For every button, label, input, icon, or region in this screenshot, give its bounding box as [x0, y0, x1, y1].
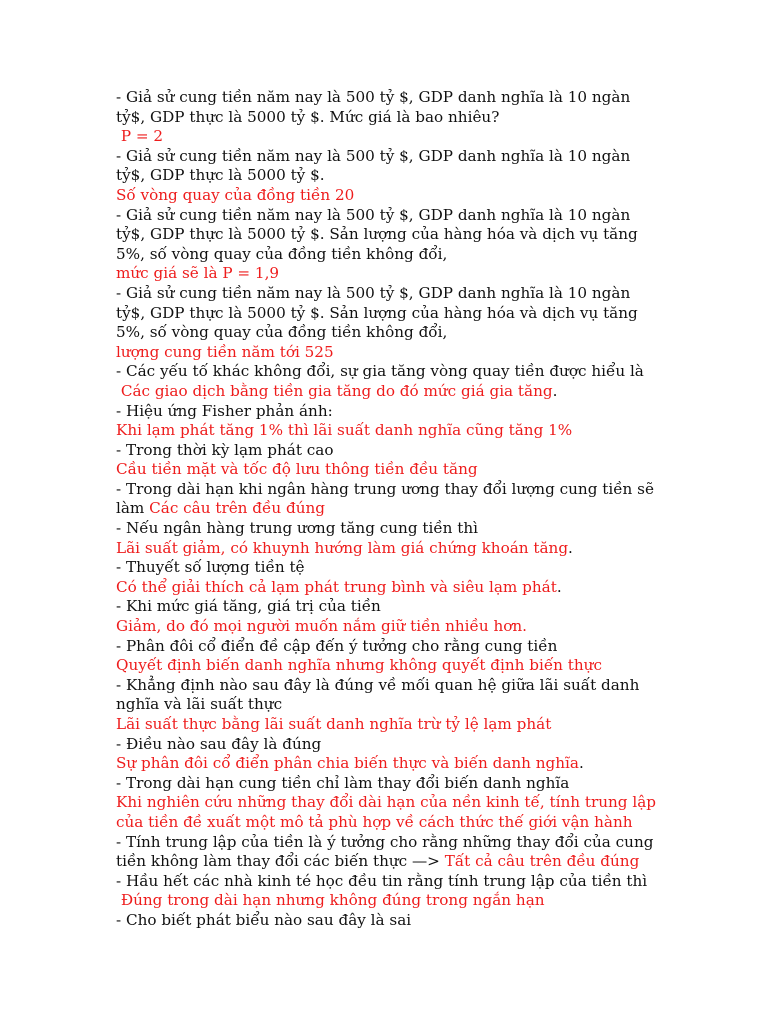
answer-text: Khi lạm phát tăng 1% thì lãi suất danh nghĩa cũng tăng 1%: [116, 421, 573, 440]
answer-text: Cầu tiền mặt và tốc độ lưu thông tiền đều tăng: [116, 460, 478, 479]
question-text: - Cho biết phát biểu nào sau đây là sai: [116, 910, 412, 929]
answer-line: [116, 382, 656, 402]
answer-text: Lãi suất giảm, có khuynh hướng làm giá chứng khoán tăng: [116, 538, 569, 557]
answer-text: Các giao dịch bằng tiền gia tăng do đó mức giá gia tăng: [116, 381, 553, 400]
answer-text: Sự phân đôi cổ điển phân chia biến thực và biến danh nghĩa: [116, 754, 579, 773]
question-text: - Khẳng định nào sau đây là đúng về mối quan hệ giữa lãi suất danh nghĩa và lãi suất thực: [116, 675, 640, 714]
question-text: - Các yếu tố khác không đổi, sự gia tăng vòng quay tiền được hiểu là: [116, 362, 644, 381]
qa-item-17: [116, 872, 656, 911]
question-line: [116, 833, 656, 872]
answer-text: mức giá sẽ là P = 1,9: [116, 264, 280, 283]
question-text: - Khi mức giá tăng, giá trị của tiền: [116, 597, 381, 616]
question-text: - Giả sử cung tiền năm nay là 500 tỷ $, GDP danh nghĩa là 10 ngàn tỷ$, GDP thực là 5000 tỷ $. Sản lượng của hàng hóa và dịch vụ tăng 5%, số vòng quay của đồng tiền không đổi,: [116, 205, 638, 263]
answer-period: .: [552, 381, 558, 400]
question-text: - Trong dài hạn cung tiền chỉ làm thay đổi biến danh nghĩa: [116, 773, 570, 792]
question-text: - Thuyết số lượng tiền tệ: [116, 558, 305, 577]
question-text: - Hầu hết các nhà kinh té học đều tin rằng tính trung lập của tiền thì: [116, 871, 648, 890]
answer-line: [116, 754, 656, 774]
question-text: - Trong thời kỳ lạm phát cao: [116, 440, 334, 459]
answer-text: P = 2: [116, 127, 164, 146]
qa-item-3: [116, 206, 656, 284]
qa-item-12: [116, 637, 656, 676]
answer-text: Quyết định biến danh nghĩa nhưng không quyết định biến thực: [116, 656, 602, 675]
answer-text: Tất cả câu trên đều đúng: [444, 852, 640, 871]
qa-item-9: [116, 519, 656, 558]
answer-period: .: [578, 754, 584, 773]
answer-text: Lãi suất thực bằng lãi suất danh nghĩa trừ tỷ lệ lạm phát: [116, 715, 552, 733]
question-text: - Giả sử cung tiền năm nay là 500 tỷ $, GDP danh nghĩa là 10 ngàn tỷ$, GDP thực là 5000 tỷ $. Sản lượng của hàng hóa và dịch vụ tăng 5%, số vòng quay của đồng tiền không đổi,: [116, 283, 638, 342]
question-text: - Phân đôi cổ điển đề cập đến ý tưởng cho rằng cung tiền: [116, 636, 558, 655]
question-text: - Điều nào sau đây là đúng: [116, 734, 322, 753]
answer-text: Có thể giải thích cả lạm phát trung bình và siêu lạm phát: [116, 577, 557, 596]
question-text: - Tính trung lập của tiền là ý tưởng cho rằng những thay đổi của cung tiền không làm thay đổi các biến thực —>: [116, 832, 654, 871]
answer-text: Giảm, do đó mọi người muốn nắm giữ tiền nhiều hơn.: [116, 617, 527, 636]
qa-item-15: [116, 774, 656, 833]
qa-item-8: [116, 480, 656, 519]
qa-item-14: [116, 735, 656, 774]
qa-item-18: [116, 911, 656, 931]
qa-item-6: [116, 402, 656, 441]
question-text: - Nếu ngân hàng trung ương tăng cung tiền thì: [116, 519, 479, 538]
question-text: - Hiệu ứng Fisher phản ánh:: [116, 401, 333, 420]
qa-item-4: [116, 284, 656, 362]
qa-item-16: [116, 833, 656, 872]
qa-item-7: [116, 441, 656, 480]
question-text: - Trong dài hạn khi ngân hàng trung ương thay đổi lượng cung tiền sẽ làm: [116, 479, 654, 518]
answer-line: [116, 539, 656, 559]
answer-text: Các câu trên đều đúng: [149, 499, 325, 518]
answer-period: .: [556, 577, 562, 596]
qa-item-2: [116, 147, 656, 206]
question-line: [116, 480, 656, 519]
qa-item-10: [116, 558, 656, 597]
answer-text: lượng cung tiền năm tới 525: [116, 342, 334, 361]
document-page: [116, 88, 656, 931]
answer-text: Số vòng quay của đồng tiền 20: [116, 185, 355, 204]
answer-text: Khi nghiên cứu những thay đổi dài hạn của nền kinh tế, tính trung lập của tiền đề xuất một mô tả phù hợp về cách thức thế giới vận hành: [116, 793, 656, 831]
answer-line: [116, 578, 656, 598]
qa-item-13: [116, 676, 656, 735]
qa-item-11: [116, 597, 656, 636]
qa-item-5: [116, 362, 656, 401]
question-text: - Giả sử cung tiền năm nay là 500 tỷ $, GDP danh nghĩa là 10 ngàn tỷ$, GDP thực là 5000 tỷ $.: [116, 146, 631, 185]
answer-period: .: [568, 538, 573, 557]
question-text: - Giả sử cung tiền năm nay là 500 tỷ $, GDP danh nghĩa là 10 ngàn tỷ$, GDP thực là 5000 tỷ $. Mức giá là bao nhiêu?: [116, 88, 631, 126]
answer-text: Đúng trong dài hạn nhưng không đúng trong ngắn hạn: [116, 891, 545, 910]
qa-item-1: [116, 88, 656, 147]
